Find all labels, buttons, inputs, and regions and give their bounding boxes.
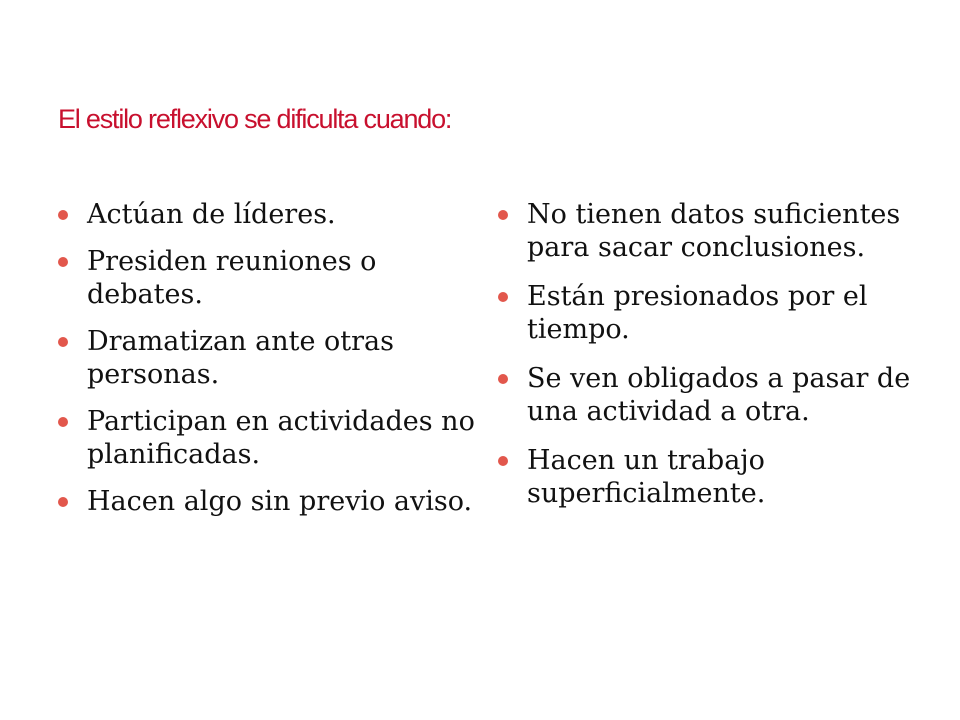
- list-item: [496, 444, 916, 510]
- bullet-dot-icon: [498, 210, 508, 220]
- bullet-dot-icon: [498, 292, 508, 302]
- bullet-dot-icon: [498, 456, 508, 466]
- list-item-text: Participan en actividades no planificadas.: [87, 406, 475, 470]
- list-item: [496, 362, 916, 428]
- bullet-dot-icon: [58, 497, 68, 507]
- list-item-text: Dramatizan ante otras personas.: [87, 326, 394, 390]
- bullet-dot-icon: [498, 374, 508, 384]
- list-item-text: Hacen algo sin previo aviso.: [87, 486, 473, 517]
- bullet-dot-icon: [58, 257, 68, 267]
- list-item-text: Se ven obligados a pasar de una actividad a otra.: [527, 363, 911, 427]
- bullet-dot-icon: [58, 417, 68, 427]
- list-item: [56, 245, 476, 311]
- slide-title: El estilo reflexivo se dificulta cuando:: [58, 104, 452, 134]
- list-item: [496, 198, 916, 264]
- list-item-text: Presiden reuniones o debates.: [87, 246, 377, 310]
- right-bullet-list: [496, 198, 916, 526]
- list-item: [56, 198, 476, 231]
- list-item-text: No tienen datos suficientes para sacar conclusiones.: [527, 199, 901, 263]
- list-item-text: Están presionados por el tiempo.: [527, 281, 868, 345]
- list-item: [496, 280, 916, 346]
- list-item: [56, 405, 476, 471]
- list-item-text: Actúan de líderes.: [87, 199, 336, 230]
- left-bullet-list: [56, 198, 476, 532]
- list-item: [56, 325, 476, 391]
- bullet-dot-icon: [58, 337, 68, 347]
- bullet-dot-icon: [58, 210, 68, 220]
- list-item: [56, 485, 476, 518]
- list-item-text: Hacen un trabajo superficialmente.: [527, 445, 766, 509]
